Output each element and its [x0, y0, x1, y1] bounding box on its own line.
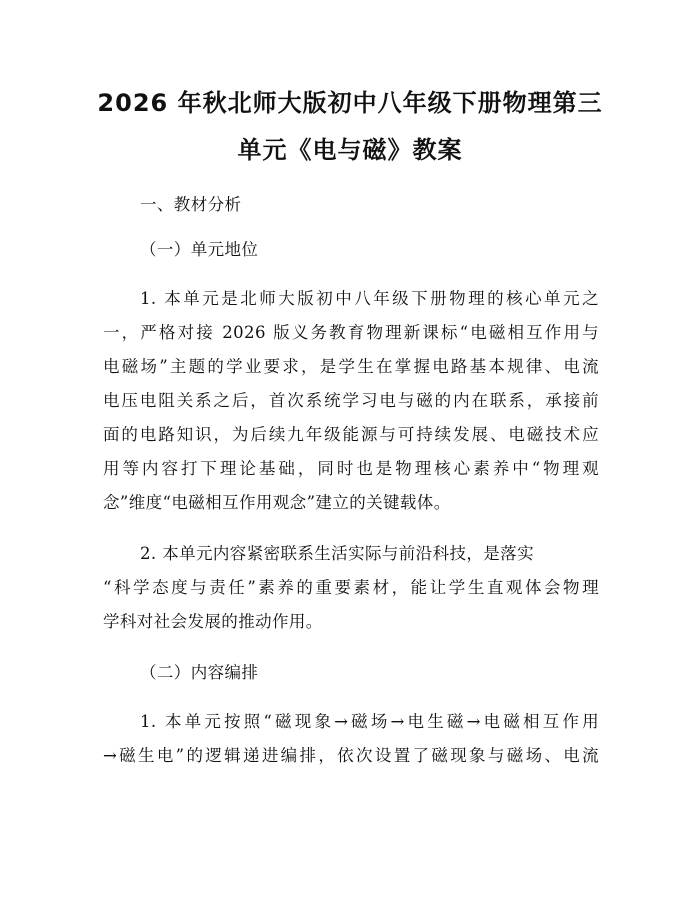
paragraph-1-line: 电压电阻关系之后，首次系统学习电与磁的内在联系，承接前 [103, 391, 599, 410]
section-heading: 一、教材分析 [140, 195, 242, 214]
paragraph-1-line: 念”维度“电磁相互作用观念”建立的关键载体。 [103, 493, 451, 512]
paragraph-3-line: →磁生电”的逻辑递进编排，依次设置了磁现象与磁场、电流 [103, 746, 599, 765]
paragraph-2-line: 2. 本单元内容紧密联系生活实际与前沿科技，是落实 [140, 544, 534, 563]
document-title-line-1: 2026 年秋北师大版初中八年级下册物理第三 [97, 89, 603, 117]
subsection-heading: （二）内容编排 [140, 663, 259, 682]
paragraph-3-line: 1. 本单元按照“磁现象→磁场→电生磁→电磁相互作用 [140, 712, 599, 731]
paragraph-1-line: 电磁场”主题的学业要求，是学生在掌握电路基本规律、电流 [103, 357, 599, 376]
paragraph-1-line: 用等内容打下理论基础，同时也是物理核心素养中“物理观 [103, 459, 599, 478]
paragraph-1-line: 1. 本单元是北师大版初中八年级下册物理的核心单元之 [140, 289, 599, 308]
document-title-line-2: 单元《电与磁》教案 [237, 136, 463, 164]
paragraph-1-line: 面的电路知识，为后续九年级能源与可持续发展、电磁技术应 [103, 425, 599, 444]
paragraph-2-line: 学科对社会发展的推动作用。 [103, 612, 323, 631]
subsection-heading: （一）单元地位 [140, 240, 259, 259]
paragraph-2-line: “科学态度与责任”素养的重要素材，能让学生直观体会物理 [103, 578, 599, 597]
paragraph-1-line: 一，严格对接 2026 版义务教育物理新课标“电磁相互作用与 [103, 323, 599, 342]
